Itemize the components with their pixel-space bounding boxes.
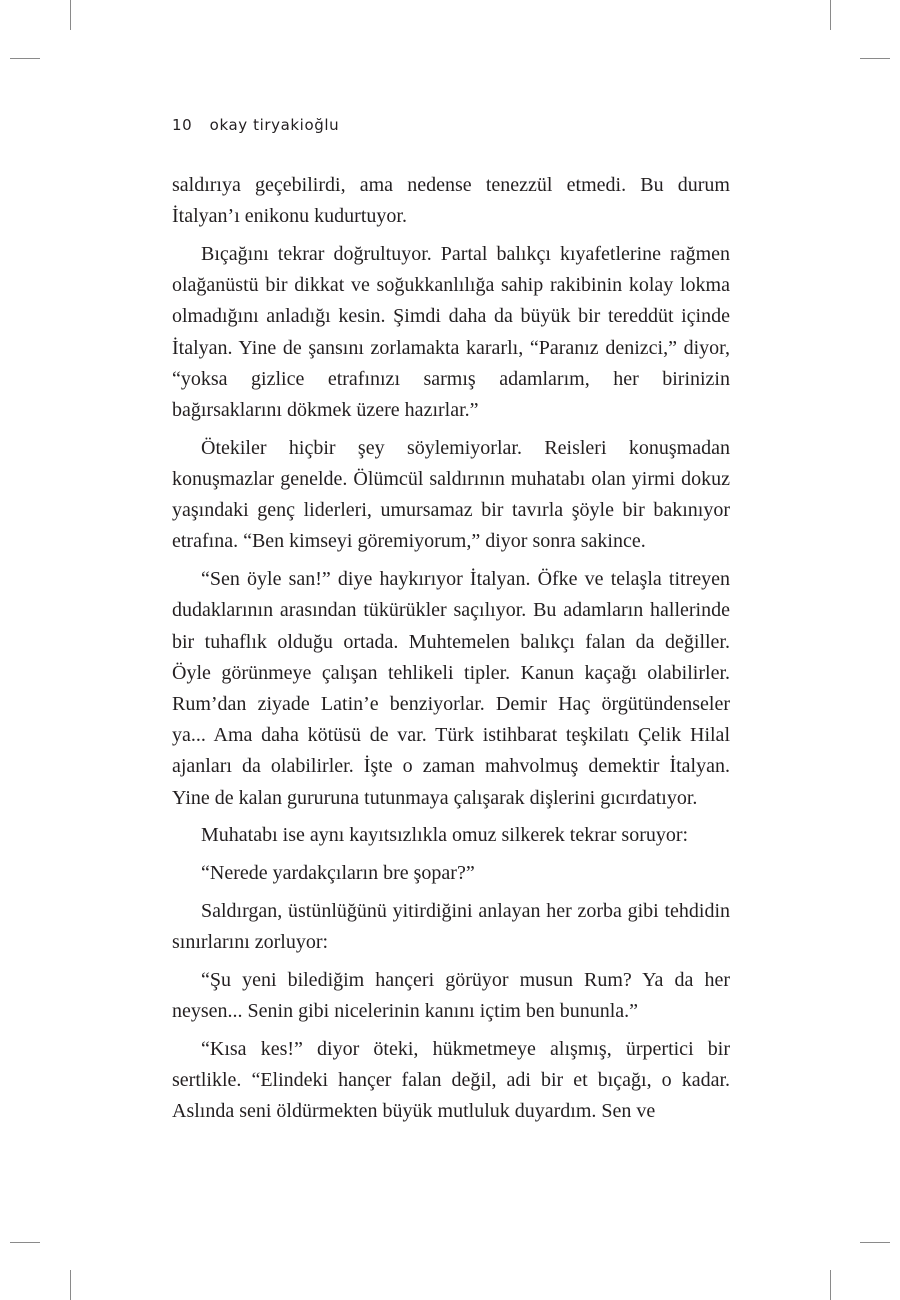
crop-mark-top-right (830, 0, 831, 30)
crop-mark-right-bottom (860, 1242, 890, 1243)
running-head (172, 116, 339, 134)
page-number: 10 (172, 116, 193, 134)
crop-mark-bottom-left (70, 1270, 71, 1300)
paragraph: “Kısa kes!” diyor öteki, hükmetmeye alışmış, ürpertici bir sertlikle. “Elindeki hançer falan değil, adi bir et bıçağı, o kadar. Aslında seni öldürmekten büyük mutluluk duyardım. Sen ve (172, 1038, 730, 1123)
paragraph: “Şu yeni bilediğim hançeri görüyor musun Rum? Ya da her neysen... Senin gibi nicelerinin kanını içtim ben bununla.” (172, 969, 730, 1023)
crop-mark-right-top (860, 58, 890, 59)
crop-mark-top-left (70, 0, 71, 30)
paragraph: Bıçağını tekrar doğrultuyor. Partal balıkçı kıyafetlerine rağmen olağanüstü bir dikkat ve soğukkanlılığa sahip rakibinin kolay lokma olmadığını anladığı kesin. Şimdi daha da büyük bir tereddüt içinde İtalyan. Yine de şansını zorlamakta kararlı, “Paranız denizci,” diyor, “yoksa gizlice etrafınızı sarmış adamlarım, her birinizin bağırsaklarını dökmek üzere hazırlar.” (172, 243, 730, 422)
page-body (172, 170, 730, 1128)
author-name: okay tiryakioğlu (209, 116, 340, 134)
paragraph: Ötekiler hiçbir şey söylemiyorlar. Reisleri konuşmadan konuşmazlar genelde. Ölümcül saldırının muhatabı olan yirmi dokuz yaşındaki genç liderleri, umursamaz bir tavırla şöyle bir bakınıyor etrafına. “Ben kimseyi göremiyorum,” diyor sonra sakince. (172, 436, 730, 553)
paragraph: Muhatabı ise aynı kayıtsızlıkla omuz silkerek tekrar soruyor: (201, 824, 689, 847)
paragraph: Saldırgan, üstünlüğünü yitirdiğini anlayan her zorba gibi tehdidin sınırlarını zorluyor: (172, 900, 730, 954)
paragraph: saldırıya geçebilirdi, ama nedense tenezzül etmedi. Bu durum İtalyan’ı enikonu kudurtuyor. (172, 174, 730, 228)
crop-mark-bottom-right (830, 1270, 831, 1300)
crop-mark-left-top (10, 58, 40, 59)
paragraph: “Nerede yardakçıların bre şopar?” (201, 862, 475, 885)
crop-mark-left-bottom (10, 1242, 40, 1243)
paragraph: “Sen öyle san!” diye haykırıyor İtalyan. Öfke ve telaşla titreyen dudaklarının arasından tükürükler saçılıyor. Bu adamların hallerinde bir tuhaflık olduğu ortada. Muhtemelen balıkçı falan da değiller. Öyle görünmeye çalışan tehlikeli tipler. Kanun kaçağı olabilirler. Rum’dan ziyade Latin’e benziyorlar. Demir Haç örgütündenseler ya... Ama daha kötüsü de var. Türk istihbarat teşkilatı Çelik Hilal ajanları da olabilirler. İşte o zaman mahvolmuş demektir İtalyan. Yine de kalan gururuna tutunmaya çalışarak dişlerini gıcırdatıyor. (172, 568, 730, 809)
